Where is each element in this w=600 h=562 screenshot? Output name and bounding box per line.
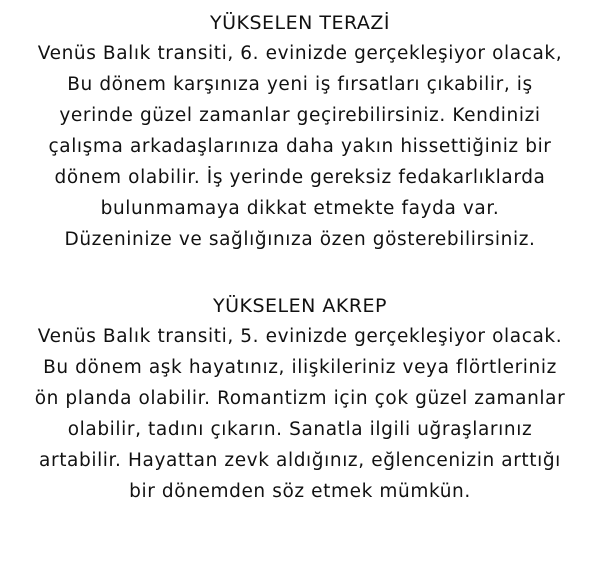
text-line: Bu dönem aşk hayatınız, ilişkileriniz veya flörtleriniz	[43, 357, 557, 378]
text-line: çalışma arkadaşlarınıza daha yakın hissettiğiniz bir	[48, 136, 552, 157]
section-yukselen-akrep	[0, 291, 600, 507]
text-line: yerinde güzel zamanlar geçirebilirsiniz. Kendinizi	[59, 105, 541, 126]
text-line: Düzeninize ve sağlığınıza özen gösterebilirsiniz.	[64, 229, 536, 250]
text-line: bulunmamaya dikkat etmekte fayda var.	[100, 198, 500, 219]
text-line: artabilir. Hayattan zevk aldığınız, eğlencenizin arttığı	[39, 450, 561, 471]
text-line: olabilir, tadını çıkarın. Sanatla ilgili uğraşlarınız	[67, 419, 533, 440]
text-line: dönem olabilir. İş yerinde gereksiz fedakarlıklarda	[54, 167, 546, 188]
text-line: Venüs Balık transiti, 6. evinizde gerçekleşiyor olacak,	[37, 43, 563, 64]
text-line: Venüs Balık transiti, 5. evinizde gerçekleşiyor olacak.	[37, 326, 563, 347]
text-line: ön planda olabilir. Romantizm için çok güzel zamanlar	[34, 388, 566, 409]
section-heading: YÜKSELEN TERAZİ	[209, 12, 391, 34]
section-heading: YÜKSELEN AKREP	[212, 295, 387, 317]
section-body	[0, 321, 600, 507]
text-line: Bu dönem karşınıza yeni iş fırsatları çıkabilir, iş	[67, 74, 533, 95]
section-body	[0, 38, 600, 255]
text-line: bir dönemden söz etmek mümkün.	[129, 481, 471, 502]
section-yukselen-terazi	[0, 8, 600, 255]
